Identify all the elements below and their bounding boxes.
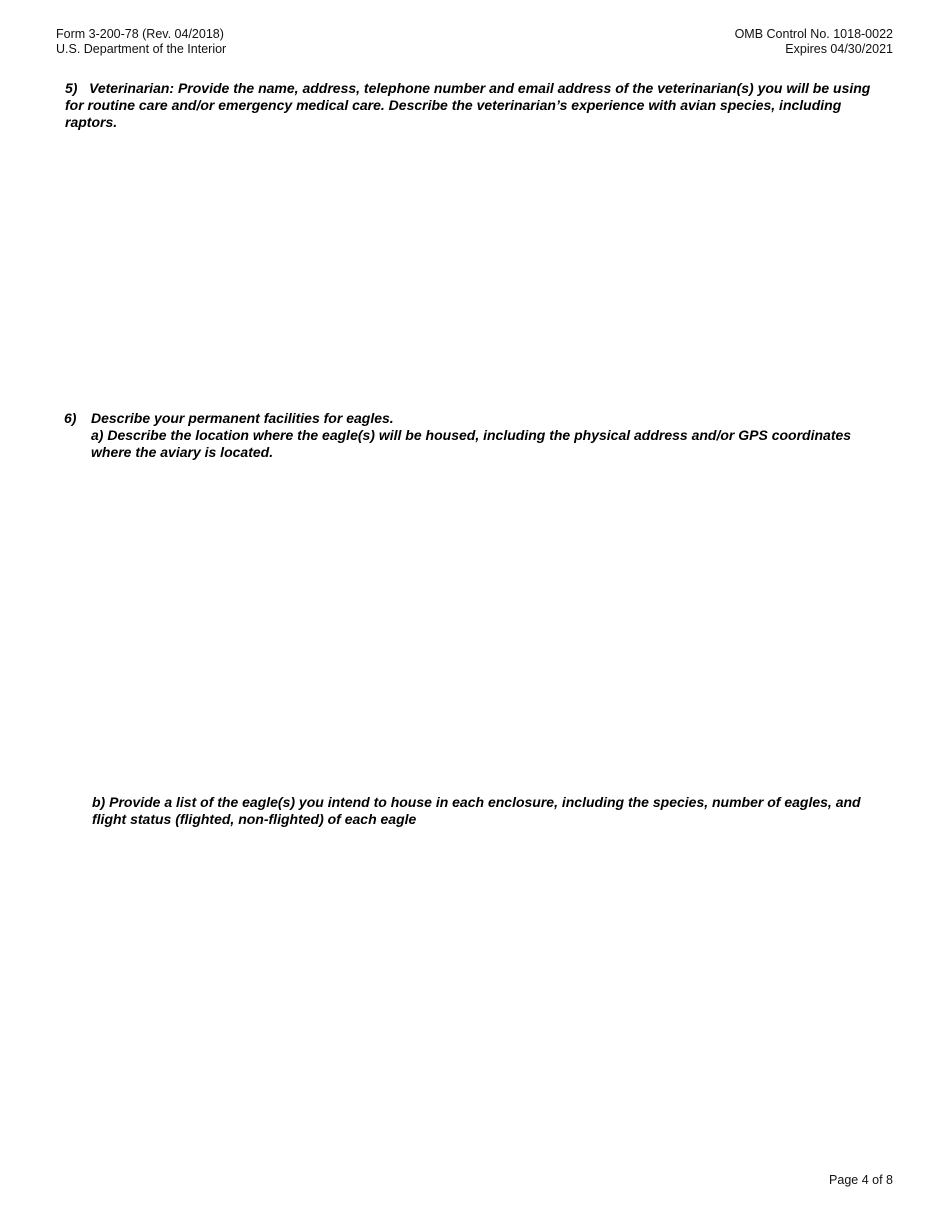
question-6b-answer-area[interactable] (92, 835, 892, 1165)
omb-control-number: OMB Control No. 1018-0022 (734, 27, 893, 41)
question-6-title: Describe your permanent facilities for eagles. (91, 410, 394, 426)
header-right (735, 27, 893, 57)
department-name: U.S. Department of the Interior (56, 42, 227, 56)
question-6-number: 6) (64, 410, 77, 426)
question-5-number: 5) (65, 80, 78, 96)
form-number: Form 3-200-78 (Rev. 04/2018) (56, 27, 224, 41)
question-5-text: Veterinarian: Provide the name, address, telephone number and email address of the veterinarian(s) you will be using for routine care and/or emergency medical care. Describe the veterinarian’s experience with avian species, including raptors. (65, 80, 871, 130)
expiration-date: Expires 04/30/2021 (785, 42, 893, 56)
question-6a-answer-area[interactable] (91, 470, 891, 785)
header-left (56, 27, 226, 57)
question-6a: a) Describe the location where the eagle(s) will be housed, including the physical address and/or GPS coordinates where the aviary is located. (91, 427, 852, 460)
question-6 (64, 410, 864, 427)
question-6b: b) Provide a list of the eagle(s) you intend to house in each enclosure, including the species, number of eagles, and flight status (flighted, non-flighted) of each eagle (92, 794, 861, 827)
page-number: Page 4 of 8 (829, 1173, 893, 1187)
question-5 (65, 80, 885, 131)
question-5-answer-area[interactable] (65, 135, 890, 400)
